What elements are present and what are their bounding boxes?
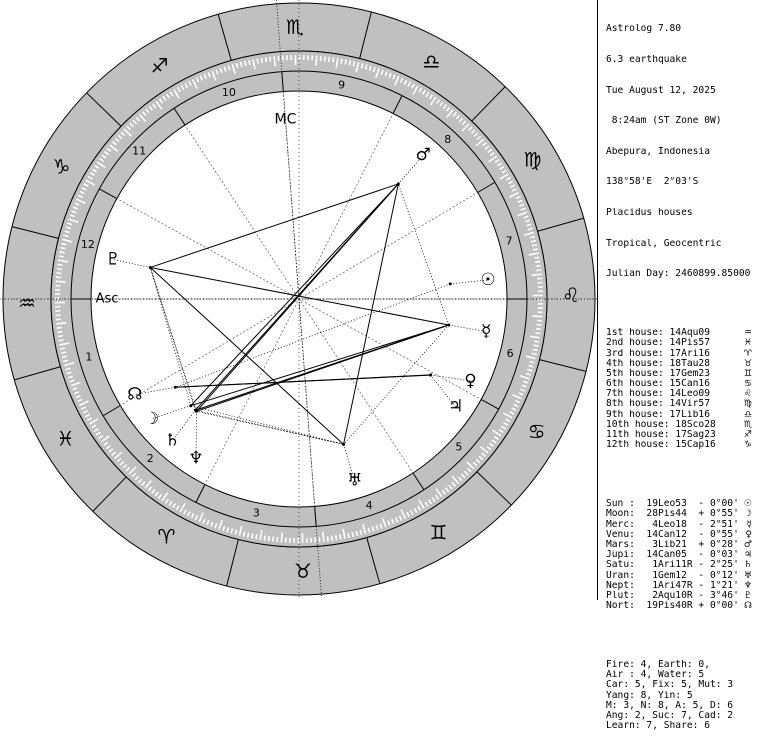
planet-glyph-icon: ♆ (744, 581, 752, 591)
planet-row (606, 581, 760, 591)
degree-tick (536, 333, 541, 334)
degree-tick (61, 352, 66, 353)
house-row (606, 379, 760, 389)
leo-sign-icon: ♌ (562, 283, 580, 307)
planet-glyph-icon: ♂ (744, 540, 752, 550)
aquarius-sign-icon: ♒ (18, 291, 36, 315)
degree-tick (57, 264, 62, 265)
planet-row (606, 560, 760, 570)
planet-text: Nort: 19Pis40R + 0°00' (606, 601, 739, 611)
house-list (606, 328, 760, 450)
zodiac-type: Tropical, Geocentric (606, 239, 760, 249)
degree-tick (534, 341, 539, 342)
libra-sign-icon: ♎ (423, 49, 441, 73)
virgo-sign-icon: ♍ (524, 148, 542, 172)
house-glyph-icon: ♊ (744, 369, 752, 379)
planet-text: Plut: 2Aqu10R - 3°46' (606, 591, 739, 601)
degree-tick (325, 56, 326, 61)
chart-date: Tue August 12, 2025 (606, 86, 760, 96)
pluto-icon: ♇ (106, 250, 121, 270)
degree-tick (243, 532, 244, 537)
degree-tick (57, 332, 62, 333)
planet-row (606, 601, 760, 611)
house-glyph-icon: ♈ (744, 349, 752, 359)
aries-sign-icon: ♈ (158, 525, 176, 549)
uranus-icon: ♅ (347, 471, 362, 491)
jupiter-icon: ♃ (448, 397, 463, 417)
house-glyph-icon: ♍ (744, 399, 752, 409)
house-glyph-icon: ♐ (744, 430, 752, 440)
neptune-icon: ♆ (188, 449, 203, 469)
degree-tick (328, 536, 329, 541)
degree-tick (345, 60, 346, 65)
house-number: 9 (338, 79, 345, 92)
north-node-icon: ☊ (127, 385, 142, 405)
planet-glyph-icon: ♅ (744, 571, 752, 581)
degree-tick (352, 532, 353, 537)
degree-tick (273, 537, 274, 542)
capricorn-sign-icon: ♑ (52, 155, 70, 179)
planet-glyph-icon: ♇ (744, 591, 752, 601)
house-text: 12th house: 15Cap16 (606, 440, 716, 450)
mc-label: MC (275, 112, 297, 128)
stat-line: Fire: 4, Earth: 0, (606, 660, 760, 670)
degree-tick (536, 266, 541, 267)
house-number: 3 (253, 506, 260, 519)
degree-tick (256, 534, 257, 539)
degree-tick (269, 536, 270, 541)
planet-row (606, 550, 760, 560)
house-row (606, 440, 760, 450)
stat-line: Yang: 8, Yin: 5 (606, 691, 760, 701)
degree-tick (274, 56, 275, 66)
planet-row (606, 571, 760, 581)
planet-text: Moon: 28Pis44 + 0°55' (606, 509, 739, 519)
stat-line: Car: 5, Fix: 5, Mut: 3 (606, 680, 760, 690)
degree-tick (57, 269, 62, 270)
house-text: 6th house: 15Can16 (606, 379, 710, 389)
degree-tick (270, 57, 271, 62)
mars-icon: ♂ (416, 145, 431, 165)
chart-coordinates: 138°58'E 2°03'S (606, 177, 760, 187)
house-text: 11th house: 17Sag23 (606, 430, 716, 440)
planet-glyph-icon: ☉ (744, 499, 752, 509)
house-number: 7 (506, 235, 513, 248)
degree-tick (329, 57, 330, 62)
degree-tick (532, 245, 537, 246)
degree-tick (56, 323, 66, 324)
house-row (606, 359, 760, 369)
chart-time: 8:24am (ST Zone 0W) (606, 116, 760, 126)
planet-text: Venu: 14Can12 - 0°55' (606, 530, 739, 540)
degree-tick (281, 532, 282, 542)
planet-text: Satu: 1Ari11R - 2°25' (606, 560, 739, 570)
degree-tick (532, 274, 542, 275)
planet-row (606, 520, 760, 530)
house-glyph-icon: ♋ (744, 379, 752, 389)
saturn-icon: ♄ (165, 431, 180, 451)
house-glyph-icon: ♉ (744, 359, 752, 369)
house-row (606, 430, 760, 440)
stat-line: Air : 4, Water: 5 (606, 670, 760, 680)
degree-tick (336, 535, 337, 540)
degree-tick (266, 57, 267, 62)
house-number: 6 (507, 347, 514, 360)
degree-tick (535, 261, 540, 262)
scorpio-sign-icon: ♏ (286, 15, 304, 39)
degree-tick (56, 273, 61, 274)
degree-tick (57, 328, 62, 329)
planet-glyph-icon: ☿ (746, 520, 752, 530)
pisces-sign-icon: ♓ (57, 426, 75, 450)
element-stats (606, 660, 760, 731)
house-number: 12 (81, 238, 95, 251)
degree-tick (349, 60, 350, 65)
venus-icon: ♀ (464, 371, 476, 391)
degree-tick (264, 536, 265, 541)
cancer-sign-icon: ♋ (528, 419, 546, 443)
house-number: 10 (222, 86, 236, 99)
stat-line: Learn: 7, Share: 6 (606, 721, 760, 731)
planet-glyph-icon: ☽ (744, 509, 752, 519)
planet-glyph-icon: ♃ (744, 550, 752, 560)
sagittarius-sign-icon: ♐ (151, 53, 169, 77)
degree-tick (537, 325, 542, 326)
planet-row (606, 499, 760, 509)
house-number: 8 (444, 133, 451, 146)
house-row (606, 410, 760, 420)
degree-tick (316, 56, 317, 66)
chart-location: Abepura, Indonesia (606, 147, 760, 157)
degree-tick (532, 353, 537, 354)
degree-tick (332, 536, 333, 541)
house-glyph-icon: ♑ (744, 440, 752, 450)
degree-tick (249, 60, 250, 65)
julian-day: Julian Day: 2460899.85000 (606, 269, 760, 279)
degree-tick (60, 248, 65, 249)
degree-tick (59, 256, 64, 257)
planet-row (606, 540, 760, 550)
house-row (606, 389, 760, 399)
chart-name: 6.3 earthquake (606, 55, 760, 65)
degree-tick (58, 336, 63, 337)
planet-row (606, 509, 760, 519)
house-text: 2nd house: 14Pis57 (606, 338, 710, 348)
stat-line: M: 3, N: 8, A: 5, D: 6 (606, 701, 760, 711)
degree-tick (533, 349, 538, 350)
degree-tick (323, 532, 324, 542)
mercury-icon: ☿ (481, 322, 491, 342)
info-panel (597, 0, 760, 600)
planet-text: Merc: 4Leo18 - 2°51' (606, 520, 739, 530)
planet-list (606, 499, 760, 611)
house-text: 10th house: 18Sco28 (606, 420, 716, 430)
asc-label: Asc (96, 292, 119, 307)
house-glyph-icon: ♒ (744, 328, 752, 338)
degree-tick (348, 533, 349, 538)
house-row (606, 420, 760, 430)
house-number: 5 (455, 441, 462, 454)
degree-tick (353, 61, 354, 66)
degree-tick (532, 316, 542, 317)
house-glyph-icon: ♌ (744, 389, 752, 399)
degree-tick (61, 243, 66, 244)
degree-tick (248, 533, 249, 538)
house-number: 4 (366, 499, 373, 512)
degree-tick (333, 57, 334, 62)
house-glyph-icon: ♓ (744, 338, 752, 348)
degree-tick (341, 59, 342, 64)
house-row (606, 349, 760, 359)
degree-tick (536, 329, 541, 330)
moon-icon: ☽ (144, 409, 159, 429)
degree-tick (261, 58, 262, 63)
degree-tick (245, 61, 246, 66)
taurus-sign-icon: ♉ (294, 559, 312, 583)
house-text: 1st house: 14Aqu09 (606, 328, 710, 338)
gemini-sign-icon: ♊ (430, 521, 448, 545)
degree-tick (56, 281, 66, 282)
degree-tick (60, 348, 65, 349)
sun-icon: ☉ (480, 270, 495, 290)
planet-text: Mars: 3Lib21 + 0°28' (606, 540, 739, 550)
house-number: 1 (85, 350, 92, 363)
house-glyph-icon: ♎ (744, 410, 752, 420)
planet-glyph-icon: ☊ (744, 601, 752, 611)
house-text: 7th house: 14Leo09 (606, 389, 710, 399)
house-number: 11 (132, 144, 146, 157)
stat-line: Ang: 2, Suc: 7, Cad: 2 (606, 711, 760, 721)
planet-glyph-icon: ♄ (744, 560, 752, 570)
house-row (606, 328, 760, 338)
degree-tick (340, 534, 341, 539)
house-row (606, 399, 760, 409)
degree-tick (534, 257, 539, 258)
house-text: 4th house: 18Tau28 (606, 359, 710, 369)
house-text: 3rd house: 17Ari16 (606, 349, 710, 359)
degree-tick (60, 252, 65, 253)
degree-tick (536, 270, 541, 271)
planet-text: Uran: 1Gem12 - 0°12' (606, 571, 739, 581)
degree-tick (252, 533, 253, 538)
degree-tick (533, 249, 538, 250)
house-glyph-icon: ♏ (744, 420, 752, 430)
house-system: Placidus houses (606, 208, 760, 218)
planet-row (606, 530, 760, 540)
house-row (606, 369, 760, 379)
house-text: 8th house: 14Vir57 (606, 399, 710, 409)
degree-tick (59, 340, 64, 341)
planet-text: Sun : 19Leo53 - 0°00' (606, 499, 739, 509)
planet-glyph-icon: ♀ (745, 530, 752, 540)
program-title: Astrolog 7.80 (606, 24, 760, 34)
house-row (606, 338, 760, 348)
house-number: 2 (147, 452, 154, 465)
planet-text: Jupi: 14Can05 - 0°03' (606, 550, 739, 560)
planet-text: Nept: 1Ari47R - 1°21' (606, 581, 739, 591)
degree-tick (257, 59, 258, 64)
house-text: 5th house: 17Gem23 (606, 369, 710, 379)
house-text: 9th house: 17Lib16 (606, 410, 710, 420)
degree-tick (533, 345, 538, 346)
